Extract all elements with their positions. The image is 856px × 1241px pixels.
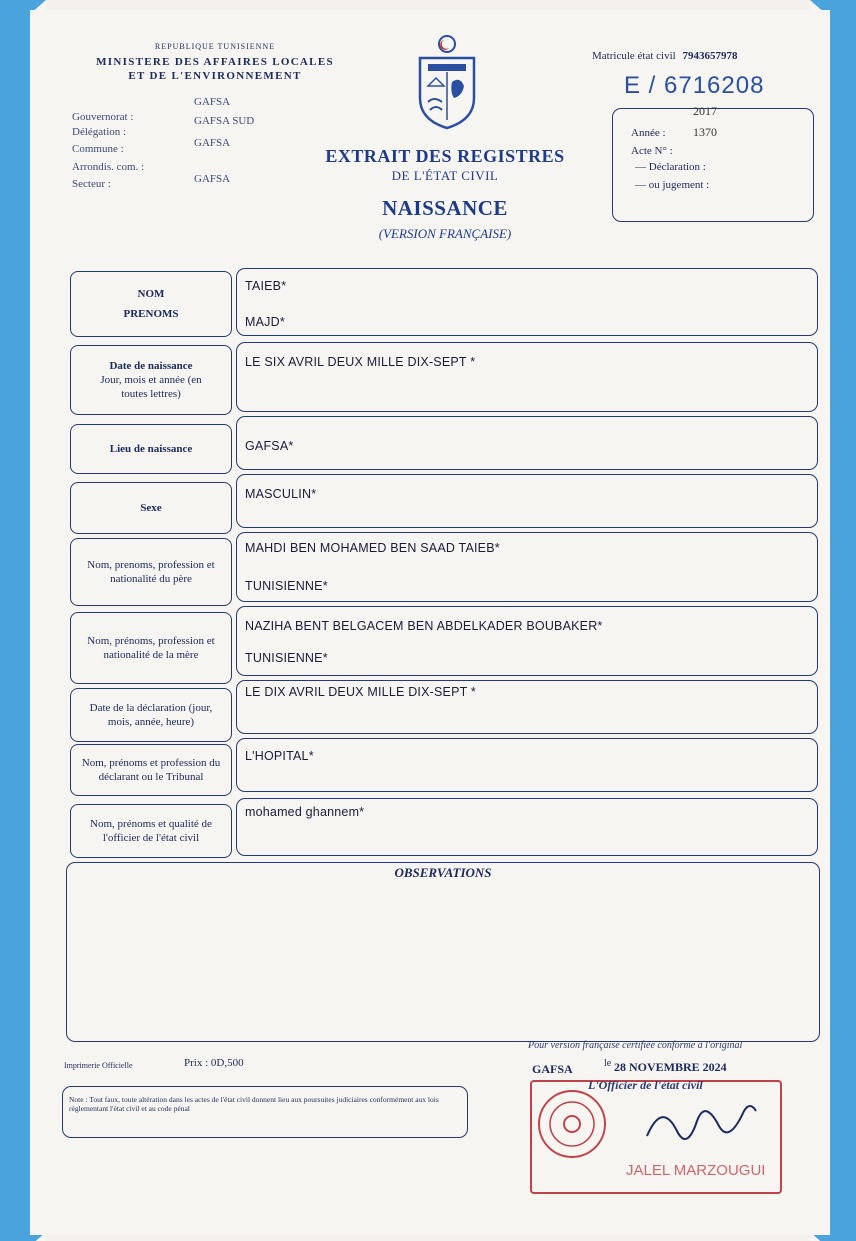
declaration-date-value: LE DIX AVRIL DEUX MILLE DIX-SEPT * xyxy=(245,685,476,699)
officier-value: mohamed ghannem* xyxy=(245,805,365,819)
lieu-naissance-label: Lieu de naissance xyxy=(70,424,232,474)
issue-date: 28 NOVEMBRE 2024 xyxy=(614,1060,727,1074)
title-etat-civil: DE L'ÉTAT CIVIL xyxy=(391,168,499,183)
delegation-label: Délégation : xyxy=(72,126,127,138)
legal-note: Note : Tout faux, toute altération dans les actes de l'état civil donnent lieu aux poursuites judiciaires conformément aux lois réglementant l'état civil et au code pénal xyxy=(69,1095,439,1113)
secteur-label: Secteur : xyxy=(72,178,111,190)
declaration-label: — Déclaration : xyxy=(635,161,706,173)
pere-value: MAHDI BEN MOHAMED BEN SAAD TAIEB* xyxy=(245,541,500,555)
mere-nationality: TUNISIENNE* xyxy=(245,651,328,665)
gouvernorat-value: GAFSA xyxy=(194,96,231,108)
sexe-label: Sexe xyxy=(70,482,232,534)
title-version: (VERSION FRANÇAISE) xyxy=(378,226,512,241)
matricule-label: Matricule état civil xyxy=(592,50,676,62)
acte-box xyxy=(612,104,814,222)
declarant-value: L'HOPITAL* xyxy=(245,749,314,763)
official-stamp xyxy=(530,1080,782,1194)
stamp-seal-icon xyxy=(536,1088,608,1160)
serial-number: E / 6716208 xyxy=(624,72,765,99)
matricule-block xyxy=(592,50,737,62)
stamp-name: JALEL MARZOUGUI xyxy=(626,1162,766,1179)
date-naissance-value: LE SIX AVRIL DEUX MILLE DIX-SEPT * xyxy=(245,355,476,369)
officier-value-box xyxy=(236,798,818,856)
matricule-value: 7943657978 xyxy=(682,50,738,62)
pere-label: Nom, prenoms, profession et nationalité du père xyxy=(70,538,232,606)
gouvernorat-label: Gouvernorat : xyxy=(72,111,134,123)
observations-box xyxy=(66,862,820,1042)
declaration-date-value-box xyxy=(236,680,818,734)
commune-value: GAFSA xyxy=(194,137,231,149)
officier-title: L'Officier de l'état civil xyxy=(588,1078,703,1092)
pere-nationality: TUNISIENNE* xyxy=(245,579,328,593)
officier-label: Nom, prénoms et qualité de l'officier de l'état civil xyxy=(70,804,232,858)
ministry-line1: MINISTERE DES AFFAIRES LOCALES xyxy=(96,56,334,68)
place-label: GAFSA xyxy=(532,1062,573,1076)
pere-value-box xyxy=(236,532,818,602)
sexe-value-box xyxy=(236,474,818,528)
lieu-naissance-value: GAFSA* xyxy=(245,439,294,453)
prenoms-value: MAJD* xyxy=(245,315,285,329)
mere-label: Nom, prénoms, profession et nationalité de la mère xyxy=(70,612,232,684)
commune-label: Commune : xyxy=(72,143,124,155)
delegation-value: GAFSA SUD xyxy=(194,115,255,127)
declarant-label: Nom, prénoms et profession du déclarant ou le Tribunal xyxy=(70,744,232,796)
declarant-value-box xyxy=(236,738,818,792)
republic-label: REPUBLIQUE TUNISIENNE xyxy=(154,42,276,51)
date-naissance-label: Date de naissance Jour, mois et année (en toutes lettres) xyxy=(70,345,232,415)
arrondis-label: Arrondis. com. : xyxy=(72,161,145,173)
acte-year: 2017 xyxy=(693,104,717,118)
imprimerie-label: Imprimerie Officielle xyxy=(64,1061,133,1070)
ministry-line2: ET DE L'ENVIRONNEMENT xyxy=(128,70,302,82)
declaration-date-label: Date de la déclaration (jour, mois, année, heure) xyxy=(70,688,232,742)
legal-note-box xyxy=(62,1086,468,1138)
signature-icon xyxy=(642,1096,762,1156)
certification-text: Pour version française certifiée conforme à l'original xyxy=(528,1040,743,1051)
nom-prenoms-value xyxy=(236,268,818,336)
nom-value: TAIEB* xyxy=(245,279,287,293)
title-extrait: EXTRAIT DES REGISTRES xyxy=(325,146,565,166)
price-label: Prix : 0D,500 xyxy=(184,1057,244,1069)
observations-label: OBSERVATIONS xyxy=(394,865,492,880)
secteur-value: GAFSA xyxy=(194,173,231,185)
lieu-naissance-value-box xyxy=(236,416,818,470)
le-label: le xyxy=(604,1058,612,1069)
annee-value: 1370 xyxy=(693,125,717,139)
mere-value-box xyxy=(236,606,818,676)
acte-number-label: Acte N° : xyxy=(631,145,673,157)
sexe-value: MASCULIN* xyxy=(245,487,317,501)
tunisia-coat-of-arms-icon xyxy=(414,32,480,130)
mere-value: NAZIHA BENT BELGACEM BEN ABDELKADER BOUBAKER* xyxy=(245,619,603,633)
nom-prenoms-label: NOM PRENOMS xyxy=(70,271,232,337)
date-naissance-value-box xyxy=(236,342,818,412)
jugement-label: — ou jugement : xyxy=(635,179,710,191)
title-naissance: NAISSANCE xyxy=(382,196,508,220)
annee-label: Année : xyxy=(631,127,666,139)
